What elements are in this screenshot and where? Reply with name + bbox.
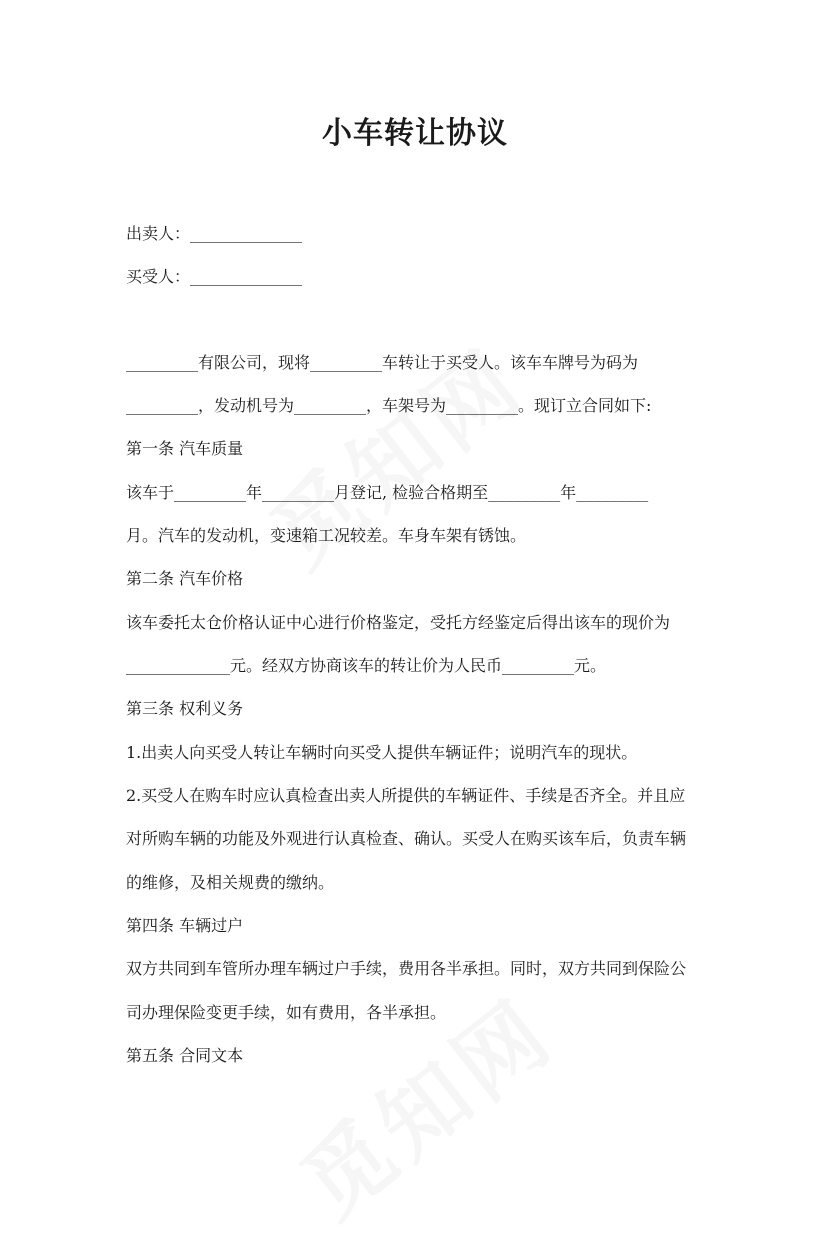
section-heading: 第三条 权利义务 <box>126 699 244 718</box>
paragraph-line: 双方共同到车管所办理车辆过户手续，费用各半承担。同时，双方共同到保险公 <box>126 959 687 978</box>
paragraph-line: 对所购车辆的功能及外观进行认真检查、确认。买受人在购买该车后，负责车辆 <box>126 829 687 848</box>
paragraph-line: 该车于_________年_________月登记, 检验合格期至_________年_________ <box>126 483 649 502</box>
paragraph-line: 1.出卖人向买受人转让车辆时向买受人提供车辆证件；说明汽车的现状。 <box>126 743 638 762</box>
paragraph-line: 司办理保险变更手续，如有费用，各半承担。 <box>126 1003 447 1022</box>
section-heading: 第一条 汽车质量 <box>126 439 244 458</box>
buyer-line: 买受人：______________ <box>126 267 303 286</box>
paragraph-line: _________有限公司，现将_________车转让于买受人。该车车牌号为码为 <box>126 353 639 372</box>
document-title: 小车转让协议 <box>322 116 508 151</box>
section-heading: 第二条 汽车价格 <box>126 569 244 588</box>
section-heading: 第五条 合同文本 <box>126 1046 244 1065</box>
paragraph-line: 的维修，及相关规费的缴纳。 <box>126 873 335 892</box>
paragraph-line: 该车委托太仓价格认证中心进行价格鉴定，受托方经鉴定后得出该车的现价为 <box>126 613 671 632</box>
paragraph-line: 2.买受人在购车时应认真检查出卖人所提供的车辆证件、手续是否齐全。并且应 <box>126 786 686 805</box>
paragraph-line: _____________元。经双方协商该车的转让价为人民币_________元。 <box>126 656 607 675</box>
seller-line: 出卖人：______________ <box>126 224 303 243</box>
paragraph-line: 月。汽车的发动机，变速箱工况较差。车身车架有锈蚀。 <box>126 526 527 545</box>
section-heading: 第四条 车辆过户 <box>126 916 244 935</box>
paragraph-line: _________，发动机号为_________，车架号为_________。现订立合同如下: <box>126 396 652 415</box>
